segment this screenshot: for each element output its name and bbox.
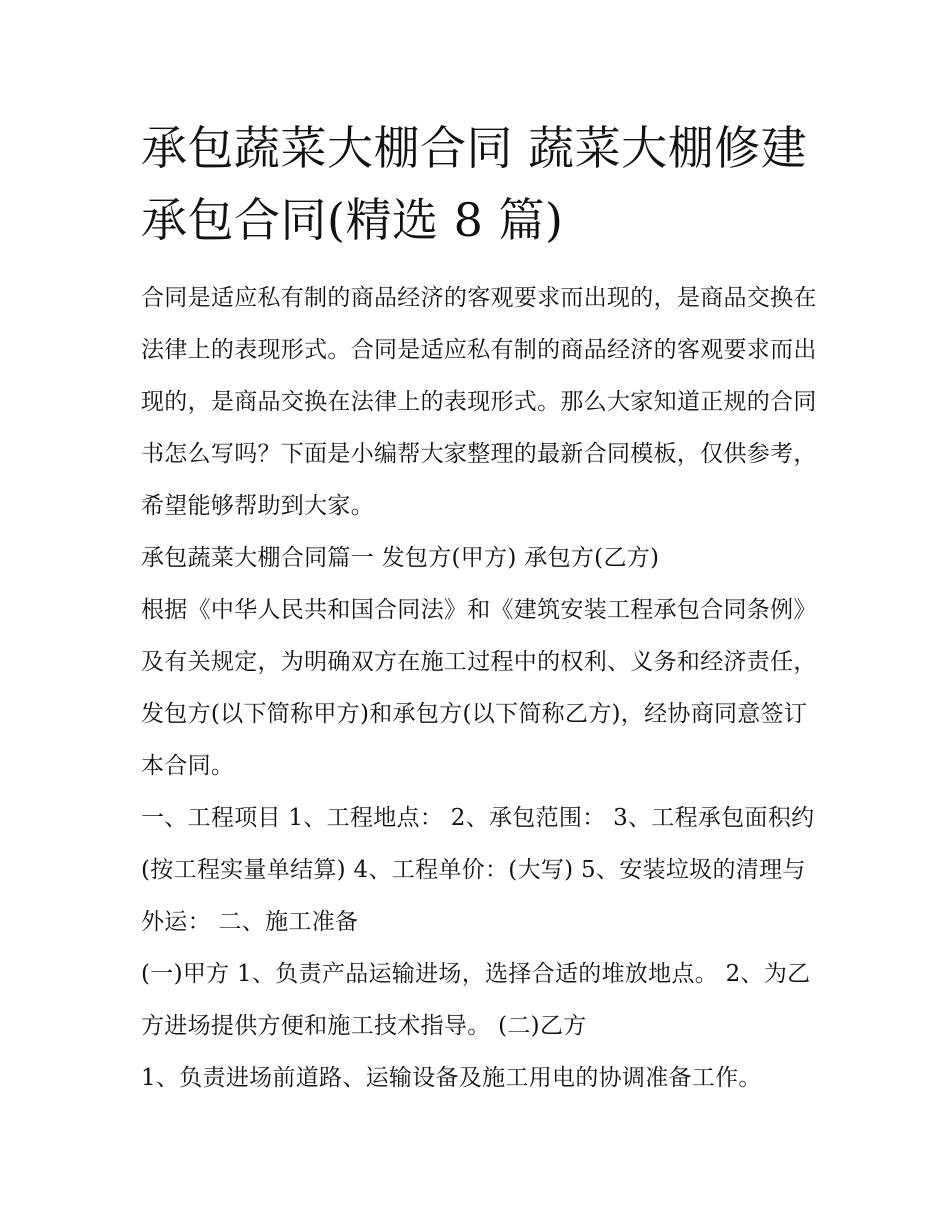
- party-b-duties-paragraph: 1、负责进场前道路、运输设备及施工用电的协调准备工作。: [141, 1065, 762, 1091]
- preamble-paragraph: 根据《中华人民共和国合同法》和《建筑安装工程承包合同条例》及有关规定，为明确双方在施工过程中的权利、义务和经济责任，发包方(以下简称甲方)和承包方(以下简称乙方)，经协商同意签订本合同。: [141, 597, 817, 779]
- document-title: 承包蔬菜大棚合同 蔬菜大棚修建承包合同(精选 8 篇): [141, 121, 808, 247]
- project-items-paragraph: 一、工程项目 1、工程地点： 2、承包范围： 3、工程承包面积约(按工程实量单结算) 4、工程单价：(大写) 5、安装垃圾的清理与外运： 二、施工准备: [141, 805, 815, 935]
- section-heading-paragraph: 承包蔬菜大棚合同篇一 发包方(甲方) 承包方(乙方): [141, 545, 660, 571]
- party-a-duties-paragraph: (一)甲方 1、负责产品运输进场，选择合适的堆放地点。 2、为乙方进场提供方便和施工技术指导。 (二)乙方: [141, 961, 811, 1039]
- document-page: [141, 112, 821, 1104]
- intro-paragraph: 合同是适应私有制的商品经济的客观要求而出现的，是商品交换在法律上的表现形式。合同是适应私有制的商品经济的客观要求而出现的，是商品交换在法律上的表现形式。那么大家知道正规的合同书怎么写吗？下面是小编帮大家整理的最新合同模板，仅供参考，希望能够帮助到大家。: [141, 285, 817, 519]
